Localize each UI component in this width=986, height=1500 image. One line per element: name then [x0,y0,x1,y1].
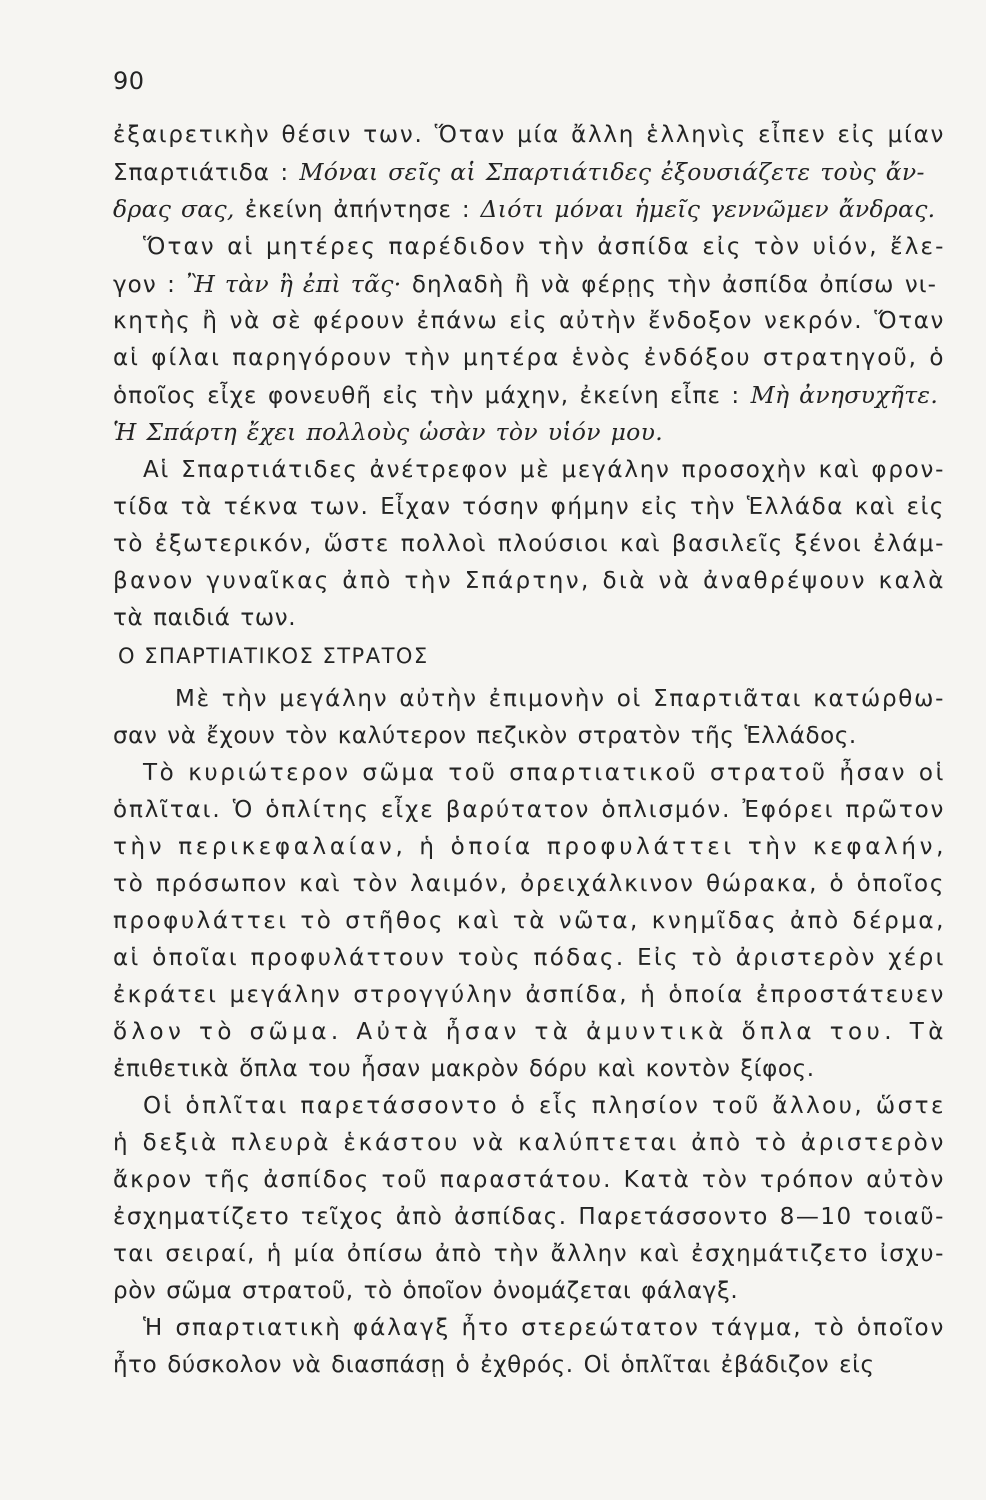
text-line: ἐξαιρετικὴν θέσιν των. Ὅταν μία ἄλλη ἑλληνὶς εἶπεν εἰς μίαν [113,122,946,148]
italic-quote: Ἡ Σπάρτη ἔχει πολλοὺς ὡσὰν τὸν υἱόν μου. [113,418,663,446]
text-line: ἐπιθετικὰ ὅπλα του ἦσαν μακρὸν δόρυ καὶ κοντὸν ξίφος. [113,1056,815,1082]
text-line [113,417,663,448]
text-span: γον : [113,272,187,298]
text-line [113,157,925,188]
italic-quote: Ἢ τὰν ἢ ἐπὶ τᾶς· [186,270,402,298]
italic-quote: δρας σας, [113,195,235,223]
text-line: ται σειραί, ἡ μία ὀπίσω ἀπὸ τὴν ἄλλην καὶ ἐσχημάτιζετο ἰσχυ- [113,1241,945,1267]
italic-quote: Μόναι σεῖς αἱ Σπαρτιάτιδες ἐξουσιάζετε τοὺς ἄν- [299,158,925,186]
text-line: Μὲ τὴν μεγάλην αὐτὴν ἐπιμονὴν οἱ Σπαρτιᾶται κατώρθω- [175,686,946,712]
text-line [113,380,938,411]
text-line: ἡ δεξιὰ πλευρὰ ἑκάστου νὰ καλύπτεται ἀπὸ τὸ ἀριστερὸν [113,1130,947,1156]
text-line [113,269,937,300]
text-line: Τὸ κυριώτερον σῶμα τοῦ σπαρτιατικοῦ στρατοῦ ἦσαν οἱ [143,760,946,786]
text-span: ἐκείνη ἀπήντησε : [234,197,481,223]
text-line: ἐσχηματίζετο τεῖχος ἀπὸ ἀσπίδας. Παρετάσσοντο 8—10 τοιαῦ- [113,1204,945,1230]
text-line: Ἡ σπαρτιατικὴ φάλαγξ ἦτο στερεώτατον τάγμα, τὸ ὁποῖον [143,1315,946,1341]
italic-quote: Μὴ ἀνησυχῆτε. [750,381,939,409]
section-heading: Ο ΣΠΑΡΤΙΑΤΙΚΟΣ ΣΤΡΑΤΟΣ [118,644,429,668]
text-line: τὸ ἐξωτερικόν, ὥστε πολλοὶ πλούσιοι καὶ βασιλεῖς ξένοι ἐλάμ- [113,531,945,557]
page-number: 90 [113,67,145,95]
italic-quote: Διότι μόναι ἡμεῖς γεννῶμεν ἄνδρας. [480,195,936,223]
text-line: αἱ ὁποῖαι προφυλάττουν τοὺς πόδας. Εἰς τὸ ἀριστερὸν χέρι [113,945,946,971]
text-line: τὸ πρόσωπον καὶ τὸν λαιμόν, ὀρειχάλκινον θώρακα, ὁ ὁποῖος [113,871,946,897]
text-line: βανον γυναῖκας ἀπὸ τὴν Σπάρτην, διὰ νὰ ἀναθρέψουν καλὰ [113,568,946,594]
text-line: Ὅταν αἱ μητέρες παρέδιδον τὴν ἀσπίδα εἰς τὸν υἱόν, ἔλε- [143,234,946,260]
text-line: σαν νὰ ἔχουν τὸν καλύτερον πεζικὸν στρατὸν τῆς Ἑλλάδος. [113,723,857,749]
text-line: ὅλον τὸ σῶμα. Αὐτὰ ἦσαν τὰ ἀμυντικὰ ὅπλα του. Τὰ [113,1019,948,1045]
text-span: ὁποῖος εἶχε φονευθῆ εἰς τὴν μάχην, ἐκείνη εἶπε : [113,383,751,409]
text-span: δηλαδὴ ἢ νὰ φέρῃς τὴν ἀσπίδα ὀπίσω νι- [401,272,937,298]
text-line: προφυλάττει τὸ στῆθος καὶ τὰ νῶτα, κνημῖδας ἀπὸ δέρμα, [113,908,946,934]
text-line: ἦτο δύσκολον νὰ διασπάσῃ ὁ ἐχθρός. Οἱ ὁπλῖται ἐβάδιζον εἰς [113,1352,875,1378]
text-line: τίδα τὰ τέκνα των. Εἶχαν τόσην φήμην εἰς τὴν Ἑλλάδα καὶ εἰς [113,494,945,520]
text-line: τὰ παιδιά των. [113,605,297,631]
text-span: Σπαρτιάτιδα : [113,160,300,186]
text-line: αἱ φίλαι παρηγόρουν τὴν μητέρα ἑνὸς ἐνδόξου στρατηγοῦ, ὁ [113,345,946,371]
text-line [113,194,935,225]
text-line: κητὴς ἢ νὰ σὲ φέρουν ἐπάνω εἰς αὐτὴν ἔνδοξον νεκρόν. Ὅταν [113,308,946,334]
text-line: τὴν περικεφαλαίαν, ἡ ὁποία προφυλάττει τὴν κεφαλήν, [113,834,948,860]
text-line: ρὸν σῶμα στρατοῦ, τὸ ὁποῖον ὀνομάζεται φάλαγξ. [113,1278,739,1304]
text-line: Οἱ ὁπλῖται παρετάσσοντο ὁ εἷς πλησίον τοῦ ἄλλου, ὥστε [143,1093,946,1119]
text-line: ἐκράτει μεγάλην στρογγύλην ἀσπίδα, ἡ ὁποία ἐπροστάτευεν [113,982,946,1008]
text-line: Αἱ Σπαρτιάτιδες ἀνέτρεφον μὲ μεγάλην προσοχὴν καὶ φρον- [143,457,946,483]
text-line: ἄκρον τῆς ἀσπίδος τοῦ παραστάτου. Κατὰ τὸν τρόπον αὐτὸν [113,1167,946,1193]
text-line: ὁπλῖται. Ὁ ὁπλίτης εἶχε βαρύτατον ὁπλισμόν. Ἐφόρει πρῶτον [113,797,946,823]
